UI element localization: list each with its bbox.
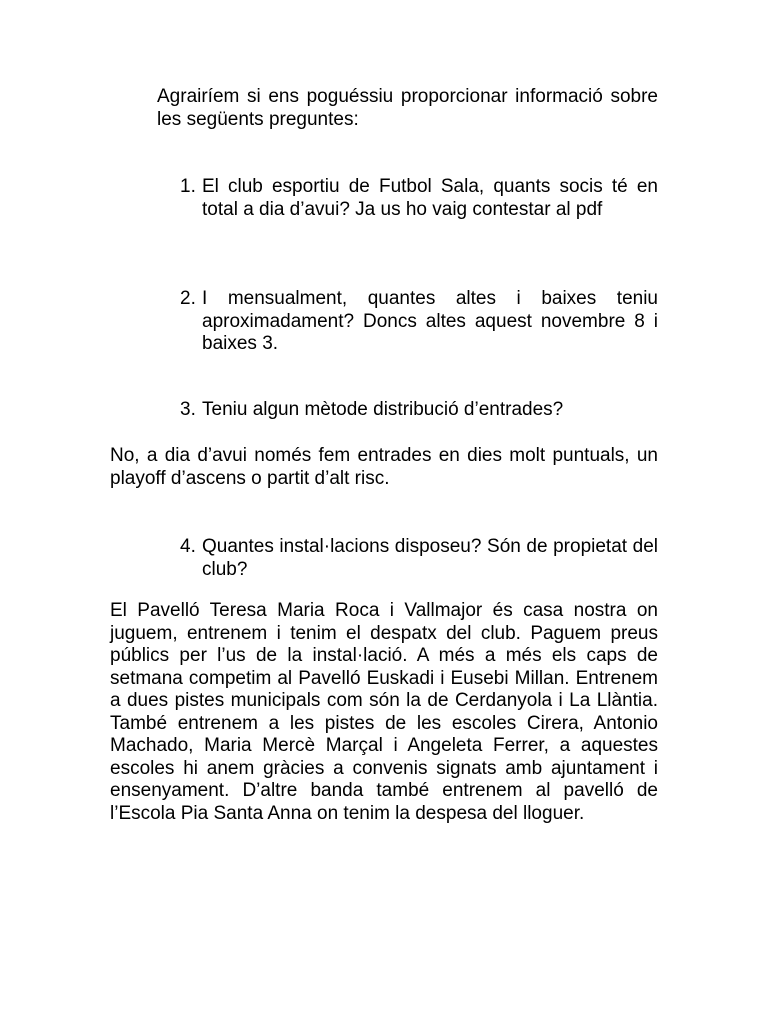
question-2-number: 2. — [180, 288, 196, 309]
answer-3-paragraph: No, a dia d’avui només fem entrades en dies molt puntuals, un playoff d’ascens o partit d’alt risc. — [110, 445, 658, 489]
question-3-number: 3. — [180, 399, 196, 420]
question-2-text: I mensualment, quantes altes i baixes teniu aproximadament? Doncs altes aquest novembre 8 i baixes 3. — [202, 288, 658, 354]
question-2 — [180, 288, 658, 356]
intro-paragraph: Agrairíem si ens poguéssiu proporcionar informació sobre les següents preguntes: — [157, 86, 658, 130]
question-3-text: Teniu algun mètode distribució d’entrades? — [202, 399, 564, 420]
question-3 — [180, 399, 658, 422]
question-1-number: 1. — [180, 176, 196, 197]
question-4-number: 4. — [180, 536, 196, 557]
question-4-text: Quantes instal·lacions disposeu? Són de propietat del club? — [202, 536, 658, 580]
answer-4-paragraph: El Pavelló Teresa Maria Roca i Vallmajor és casa nostra on juguem, entrenem i tenim el despatx del club. Paguem preus públics per l’us de la instal·lació. A més a més els caps de setmana competim al Pavelló Euskadi i Eusebi Millan. Entrenem a dues pistes municipals com són la de Cerdanyola i La Llàntia. També entrenem a les pistes de les escoles Cirera, Antonio Machado, Maria Mercè Marçal i Angeleta Ferrer, a aquestes escoles hi anem gràcies a convenis signats amb ajuntament i ensenyament. D’altre banda també entrenem al pavelló de l’Escola Pia Santa Anna on tenim la despesa del lloguer. — [110, 600, 658, 824]
question-1 — [180, 176, 658, 221]
question-4 — [180, 536, 658, 581]
question-1-text: El club esportiu de Futbol Sala, quants socis té en total a dia d’avui? Ja us ho vaig contestar al pdf — [202, 176, 658, 220]
